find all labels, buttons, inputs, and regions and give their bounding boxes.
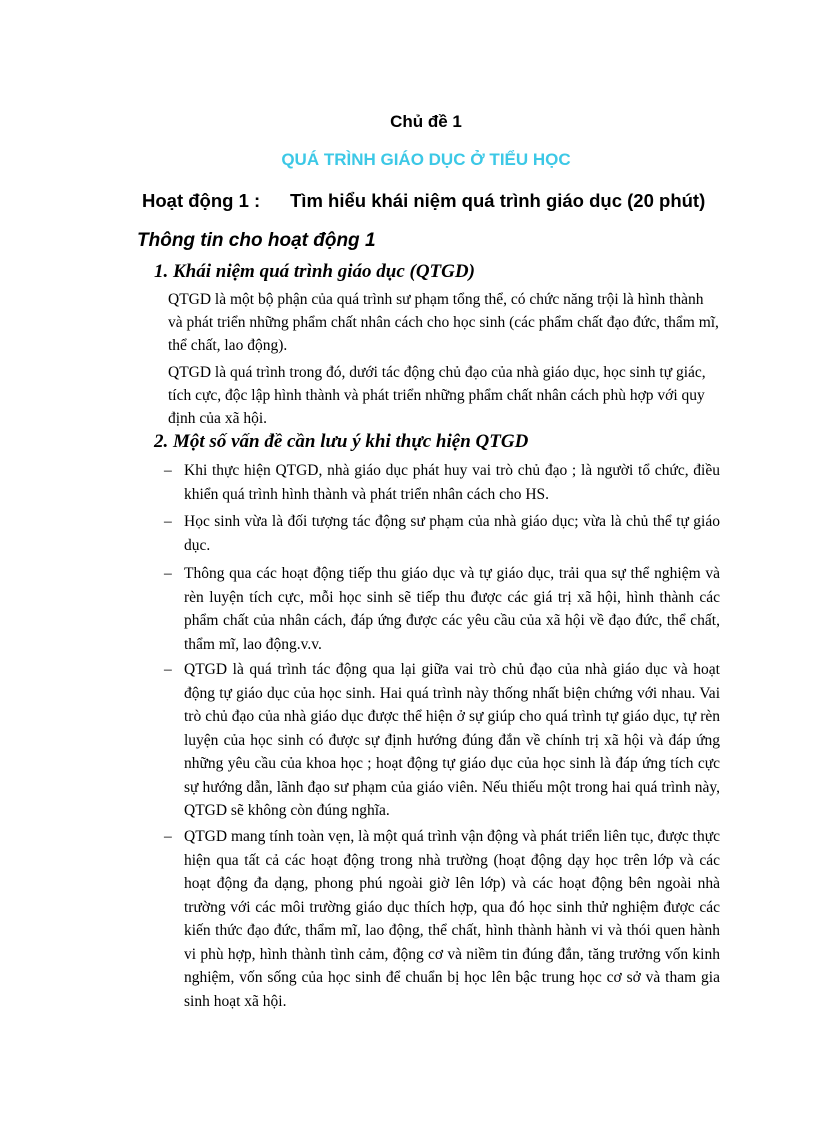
bullet-dash: – [164,462,172,479]
topic-subtitle: QUÁ TRÌNH GIÁO DỤC Ở TIỂU HỌC [281,150,571,169]
bullet-item [164,658,720,823]
section-1-paragraph: QTGD là một bộ phận của quá trình sư phạm tổng thể, có chức năng trội là hình thành và phát triển những phẩm chất nhân cách cho học sinh (các phẩm chất đạo đức, thẩm mĩ, thể chất, lao động). [168,291,719,354]
section-1-paragraph: QTGD là quá trình trong đó, dưới tác động chủ đạo của nhà giáo dục, học sinh tự giác, tích cực, độc lập hình thành và phát triển những phẩm chất nhân cách phù hợp với quy định của xã hội. [168,364,706,427]
section-2-heading: 2. Một số vấn đề cần lưu ý khi thực hiện QTGD [154,431,529,452]
bullet-dash: – [164,828,172,845]
bullet-dash: – [164,513,172,530]
section-1-heading: 1. Khái niệm quá trình giáo dục (QTGD) [154,261,475,282]
activity-heading [142,190,705,212]
activity-label: Hoạt động 1 : [142,190,261,211]
bullet-text: QTGD mang tính toàn vẹn, là một quá trình vận động và phát triển liên tục, được thực hiện qua tất cả các hoạt động trong nhà trường (hoạt động dạy học trên lớp và các hoạt động đa dạng, phong phú ngoài giờ lên lớp) và các hoạt động bên ngoài nhà trường với các môi trường giáo dục thích hợp, qua đó học sinh thử nghiệm được các kiến thức đạo đức, thẩm mĩ, lao động, thể chất, hình thành hành vi và thói quen hành vi phù hợp, hình thành tình cảm, động cơ và niềm tin đúng đắn, tăng trưởng vốn kinh nghiệm, vốn sống của học sinh để chuẩn bị học lên bậc trung học cơ sở và tham gia sinh hoạt xã hội. [184,828,720,1010]
bullet-item [164,510,720,557]
bullet-text: QTGD là quá trình tác động qua lại giữa vai trò chủ đạo của nhà giáo dục và hoạt động tự giáo dục của học sinh. Hai quá trình này thống nhất biện chứng với nhau. Vai trò chủ đạo của nhà giáo dục được thể hiện ở sự giúp cho quá trình tự giáo dục, tự rèn luyện của học sinh có được sự định hướng đúng đắn về chính trị xã hội và đáp ứng những yêu cầu của khoa học ; hoạt động tự giáo dục của học sinh là đáp ứng tích cực sự hướng dẫn, lãnh đạo sư phạm của giáo viên. Nếu thiếu một trong hai quá trình này, QTGD sẽ không còn đúng nghĩa. [184,661,720,819]
topic-title: Chủ đề 1 [390,112,462,131]
bullet-text: Khi thực hiện QTGD, nhà giáo dục phát huy vai trò chủ đạo ; là người tổ chức, điều khiển quá trình hình thành và phát triển nhân cách cho HS. [184,462,720,503]
bullet-item [164,459,720,506]
bullet-text: Học sinh vừa là đối tượng tác động sư phạm của nhà giáo dục; vừa là chủ thể tự giáo dục. [184,513,720,554]
bullet-item [164,562,720,656]
bullet-dash: – [164,661,172,678]
bullet-text: Thông qua các hoạt động tiếp thu giáo dục và tự giáo dục, trải qua sự thể nghiệm và rèn luyện tích cực, mỗi học sinh sẽ tiếp thu được các giá trị xã hội, hình thành các phẩm chất của nhân cách, đáp ứng được các yêu cầu của xã hội về đạo đức, thể chất, thẩm mĩ, lao động.v.v. [184,565,720,653]
activity-title: Tìm hiểu khái niệm quá trình giáo dục (20 phút) [290,190,706,211]
bullet-item [164,825,720,1013]
bullet-dash: – [164,565,172,582]
info-heading: Thông tin cho hoạt động 1 [137,230,376,251]
